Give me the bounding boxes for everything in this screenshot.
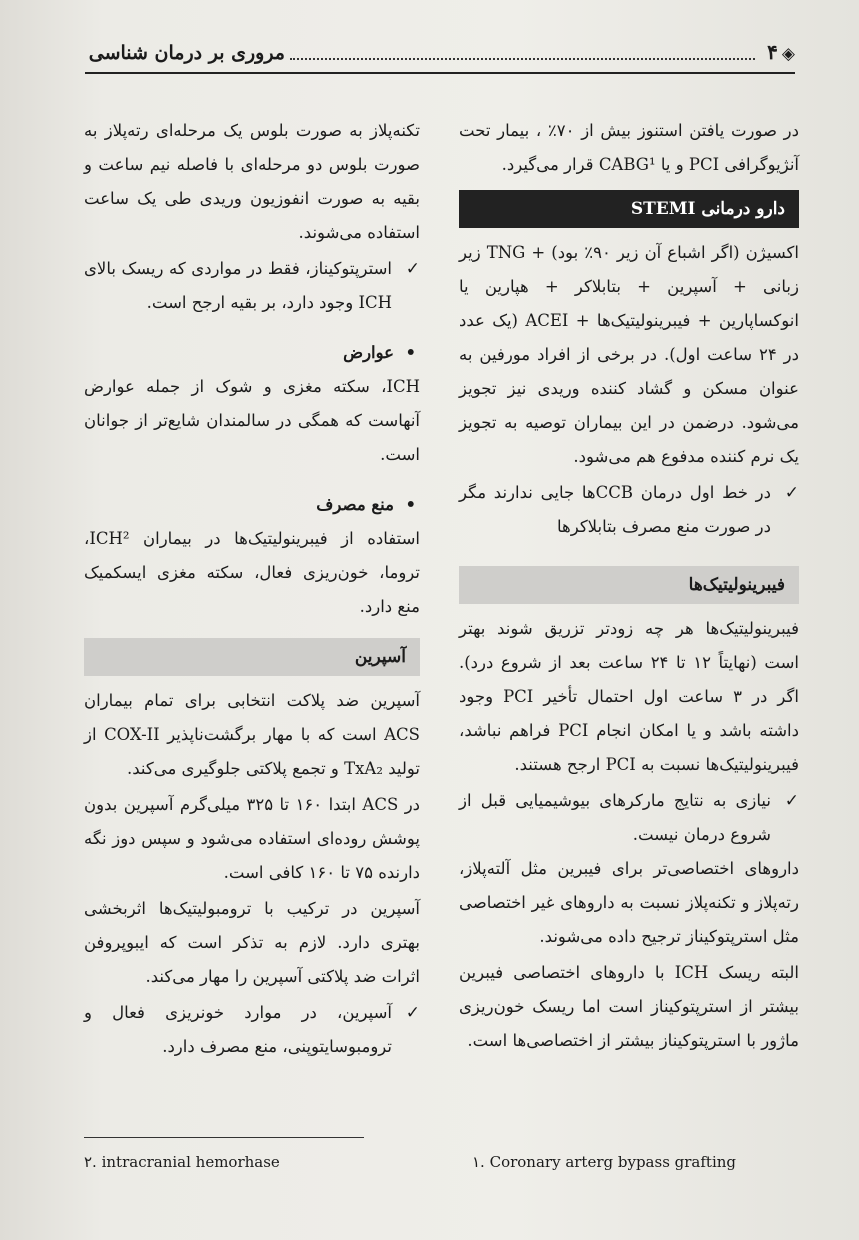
bullet-icon: • xyxy=(405,343,416,362)
intro-paragraph: در صورت یافتن استنوز بیش از ۷۰٪ ، بیمار تحت آنژیوگرافی PCI و یا CABG¹ قرار می‌گیرد. xyxy=(459,121,799,174)
footnote-rule xyxy=(84,1137,364,1138)
running-title: مروری بر درمان شناسی xyxy=(88,42,285,64)
footnote-1: ۱. Coronary arterg bypass grafting xyxy=(472,1153,737,1171)
contraindications-title xyxy=(84,488,420,522)
checkmark-icon: ✓ xyxy=(784,791,799,811)
page-number xyxy=(767,40,795,64)
ich-risk-paragraph: البته ریسک ICH با داروهای اختصاصی فیبرین بیشتر از استرپتوکیناز است اما ریسک خون‌ریزی ماژور با استرپتوکیناز بیشتر از اختصاصی‌ها است. xyxy=(459,963,800,1050)
aspirin-check-item xyxy=(84,996,420,1064)
stemi-check-item xyxy=(459,476,799,544)
complications-title xyxy=(84,336,420,370)
streptokinase-check-text: استرپتوکیناز، فقط در مواردی که ریسک بالای ICH وجود دارد، بر بقیه ارجح است. xyxy=(84,259,392,312)
aspirin-paragraph-1: آسپرین ضد پلاکت انتخابی برای تمام بیماران ACS است که با مهار برگشت‌ناپذیر COX-II از تولید TxA₂ و تجمع پلاکتی جلوگیری می‌کند. xyxy=(84,691,420,778)
stemi-paragraph: اکسیژن (اگر اشباع آن زیر ۹۰٪ بود) + TNG زیر زبانی + آسپرین + بتابلاکر + هپارین یا انوکساپارین + فیبرینولیتیک‌ها + ACEI (یک عدد در ۲۴ ساعت اول). در برخی از افراد مورفین به عنوان مسکن و گشاد کننده وریدی نیز تجویز می‌شود. درضمن در این بیماران توصیه به تجویز یک نرم کننده مدفوع هم می‌شود. xyxy=(459,243,799,466)
fibrinolytics-check-item xyxy=(459,784,799,852)
complications-title-text: عوارض xyxy=(343,343,394,362)
checkmark-icon: ✓ xyxy=(405,259,420,279)
complications-paragraph: ICH، سکته مغزی و شوک از جمله عوارض آنهاست که همگی در سالمندان شایع‌تر از جوانان است. xyxy=(84,377,420,464)
fibrinolytics-heading: فیبرینولیتیک‌ها xyxy=(459,566,799,604)
aspirin-paragraph-2: در ACS ابتدا ۱۶۰ تا ۳۲۵ میلی‌گرم آسپرین بدون پوشش روده‌ای استفاده می‌شود و سپس دوز نگه دارنده ۷۵ تا ۱۶۰ کافی است. xyxy=(84,795,421,882)
aspirin-paragraph-3: آسپرین در ترکیب با ترومبولیتیک‌ها اثربخشی بهتری دارد. لازم به تذکر است که ایبوپروفن اثرات ضد پلاکتی آسپرین را مهار می‌کند. xyxy=(84,899,420,986)
fibrinolytics-paragraph: فیبرینولیتیک‌ها هر چه زودتر تزریق شوند بهتر است (نهایتاً ۱۲ تا ۲۴ ساعت بعد از شروع درد). اگر در ۳ ساعت اول احتمال تأخیر PCI وجود داشته باشد و یا امکان انجام PCI فراهم نباشد، فیبرینولیتیک‌ها نسبت به PCI ارجح هستند. xyxy=(459,619,799,774)
streptokinase-check-item xyxy=(84,252,420,320)
checkmark-icon: ✓ xyxy=(784,483,799,503)
aspirin-check-text: آسپرین، در موارد خونریزی فعال و ترومبوسایتوپنی، منع مصرف دارد. xyxy=(84,1003,392,1056)
right-column xyxy=(459,114,799,1060)
checkmark-icon: ✓ xyxy=(405,1003,420,1023)
aspirin-heading: آسپرین xyxy=(84,638,420,676)
page-header xyxy=(85,34,795,74)
bullet-icon: • xyxy=(405,495,416,514)
header-rule xyxy=(85,72,795,74)
page-number-value: ۴ xyxy=(767,40,778,64)
footnote-2: ۲. intracranial hemorhase xyxy=(84,1153,280,1171)
specific-agents-paragraph: داروهای اختصاصی‌تر برای فیبرین مثل آلته‌پلاز، رته‌پلاز و تکنه‌پلاز نسبت به داروهای غیر اختصاصی مثل استرپتوکیناز ترجیح داده می‌شوند. xyxy=(459,859,799,946)
contraindications-title-text: منع مصرف xyxy=(316,495,394,514)
contraindications-paragraph: استفاده از فیبرینولیتیک‌ها در بیماران ICH²، تروما، خون‌ریزی فعال، سکته مغزی ایسکمیک منع دارد. xyxy=(84,529,420,616)
stemi-check-text: در خط اول درمان CCBها جایی ندارند مگر در صورت منع مصرف بتابلاکرها xyxy=(459,483,771,536)
fibrinolytics-check-text: نیازی به نتایج مارکرهای بیوشیمیایی قبل از شروع درمان نیست. xyxy=(459,791,771,844)
stemi-heading: دارو درمانی STEMI xyxy=(459,190,799,228)
header-dotted-leader xyxy=(290,58,755,60)
tenecteplase-paragraph: تکنه‌پلاز به صورت بلوس یک مرحله‌ای رته‌پلاز به صورت بلوس دو مرحله‌ای با فاصله نیم ساعت و بقیه به صورت انفوزیون وریدی طی یک ساعت استفاده می‌شوند. xyxy=(84,121,420,242)
left-column xyxy=(84,114,420,1064)
diamond-icon: ◈ xyxy=(781,44,795,64)
